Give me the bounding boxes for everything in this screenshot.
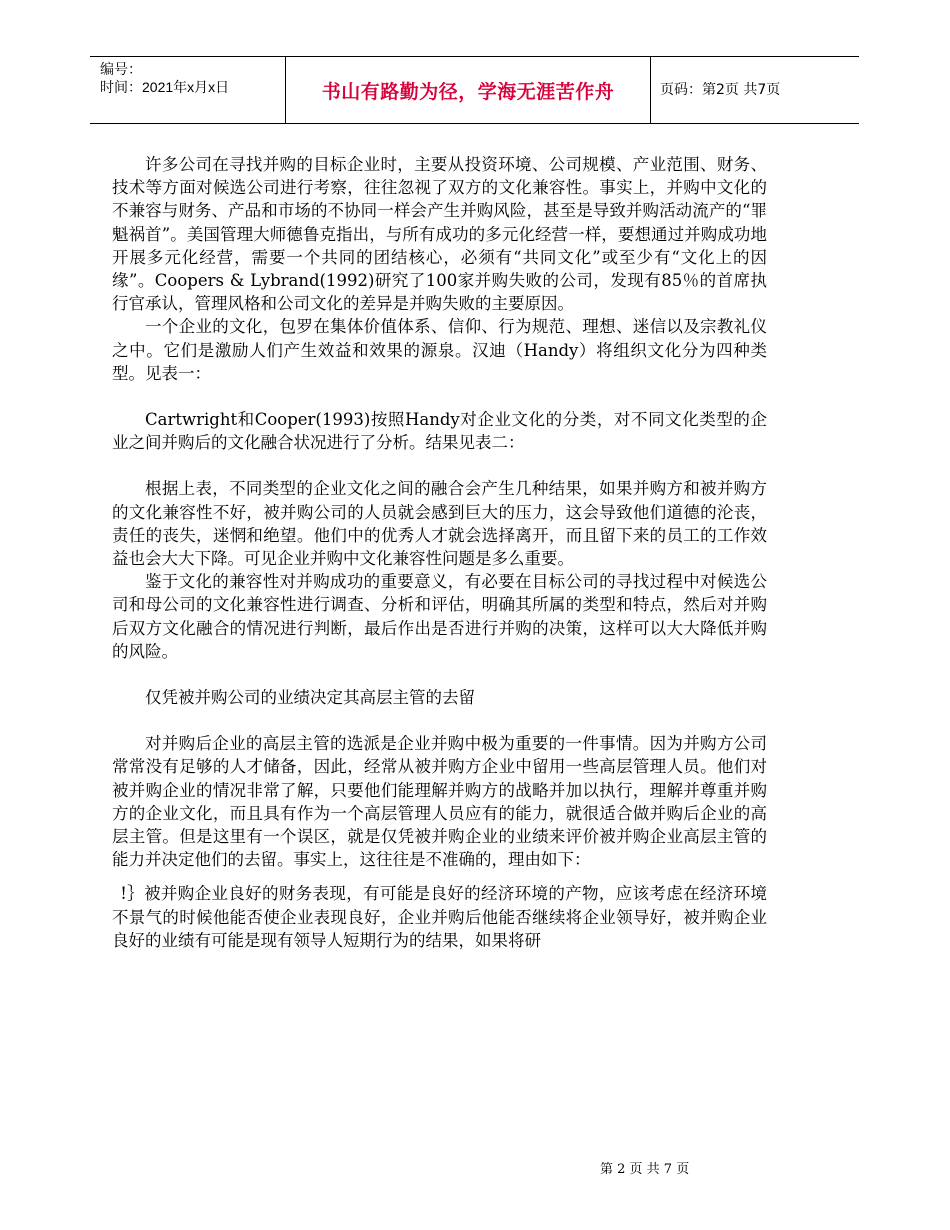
paragraph: 鉴于文化的兼容性对并购成功的重要意义，有必要在目标公司的寻找过程中对候选公司和母公司的文化兼容性进行调查、分析和评估，明确其所属的类型和特点，然后对并购后双方文化融合的情况进行判断，最后作出是否进行并购的决策，这样可以大大降低并购的风险。: [112, 572, 767, 661]
header-motto: 书山有路勤为径，学海无涯苦作舟: [321, 81, 615, 103]
section-heading: 仅凭被并购公司的业绩决定其高层主管的去留: [145, 688, 475, 708]
time-label: 时间：2021年x月x日: [100, 79, 230, 95]
paragraph: 根据上表，不同类型的企业文化之间的融合会产生几种结果，如果并购方和被并购方的文化兼容性不好，被并购公司的人员就会感到巨大的压力，这会导致他们道德的沦丧，责任的丧失，迷惘和绝望。他们中的优秀人才就会选择离开，而且留下来的员工的工作效益也会大大下降。可见企业并购中文化兼容性问题是多么重要。: [112, 479, 767, 569]
header-meta: [100, 60, 229, 96]
paragraph: !｝被并购企业良好的财务表现，有可能是良好的经济环境的产物，应该考虑在经济环境不景气的时候他能否使企业表现良好，企业并购后他能否继续将企业领导好，被并购企业良好的业绩有可能是现有领导人短期行为的结果，如果将研: [112, 884, 767, 950]
footer-page-number: 第 2 页 共 7 页: [600, 1162, 690, 1177]
paragraph: Cartwright和Cooper(1993)按照Handy对企业文化的分类，对不同文化类型的企业之间并购后的文化融合状况进行了分析。结果见表二：: [112, 410, 767, 453]
paragraph: 对并购后企业的高层主管的选派是企业并购中极为重要的一件事情。因为并购方公司常常没有足够的人才储备，因此，经常从被并购方企业中留用一些高层管理人员。他们对被并购企业的情况非常了解，只要他们能理解并购方的战略并加以执行，理解并尊重并购方的企业文化，而且具有作为一个高层管理人员应有的能力，就很适合做并购后企业的高层主管。但是这里有一个误区，就是仅凭被并购企业的业绩来评价被并购企业高层主管的能力并决定他们的去留。事实上，这往往是不准确的，理由如下：: [112, 734, 767, 870]
header-divider: [650, 57, 651, 123]
paragraph: 许多公司在寻找并购的目标企业时，主要从投资环境、公司规模、产业范围、财务、技术等方面对候选公司进行考察，往往忽视了双方的文化兼容性。事实上，并购中文化的不兼容与财务、产品和市场的不协同一样会产生并购风险，甚至是导致并购活动流产的“罪魁祸首”。美国管理大师德鲁克指出，与所有成功的多元化经营一样，要想通过并购成功地开展多元化经营，需要一个共同的团结核心，必须有“共同文化”或至少有“文化上的因缘”。Coopers & Lybrand(1992)研究了100家并购失败的公司，发现有85％的首席执行官承认，管理风格和公司文化的差异是并购失败的主要原因。: [112, 155, 767, 314]
paragraph: 一个企业的文化，包罗在集体价值体系、信仰、行为规范、理想、迷信以及宗教礼仪之中。它们是激励人们产生效益和效果的源泉。汉迪（Handy）将组织文化分为四种类型。见表一：: [112, 317, 767, 383]
document-body: [112, 153, 767, 952]
number-label: 编号：: [100, 61, 142, 77]
header-page-info: 页码：第2页 共7页: [660, 82, 781, 98]
page-header: [90, 56, 859, 124]
